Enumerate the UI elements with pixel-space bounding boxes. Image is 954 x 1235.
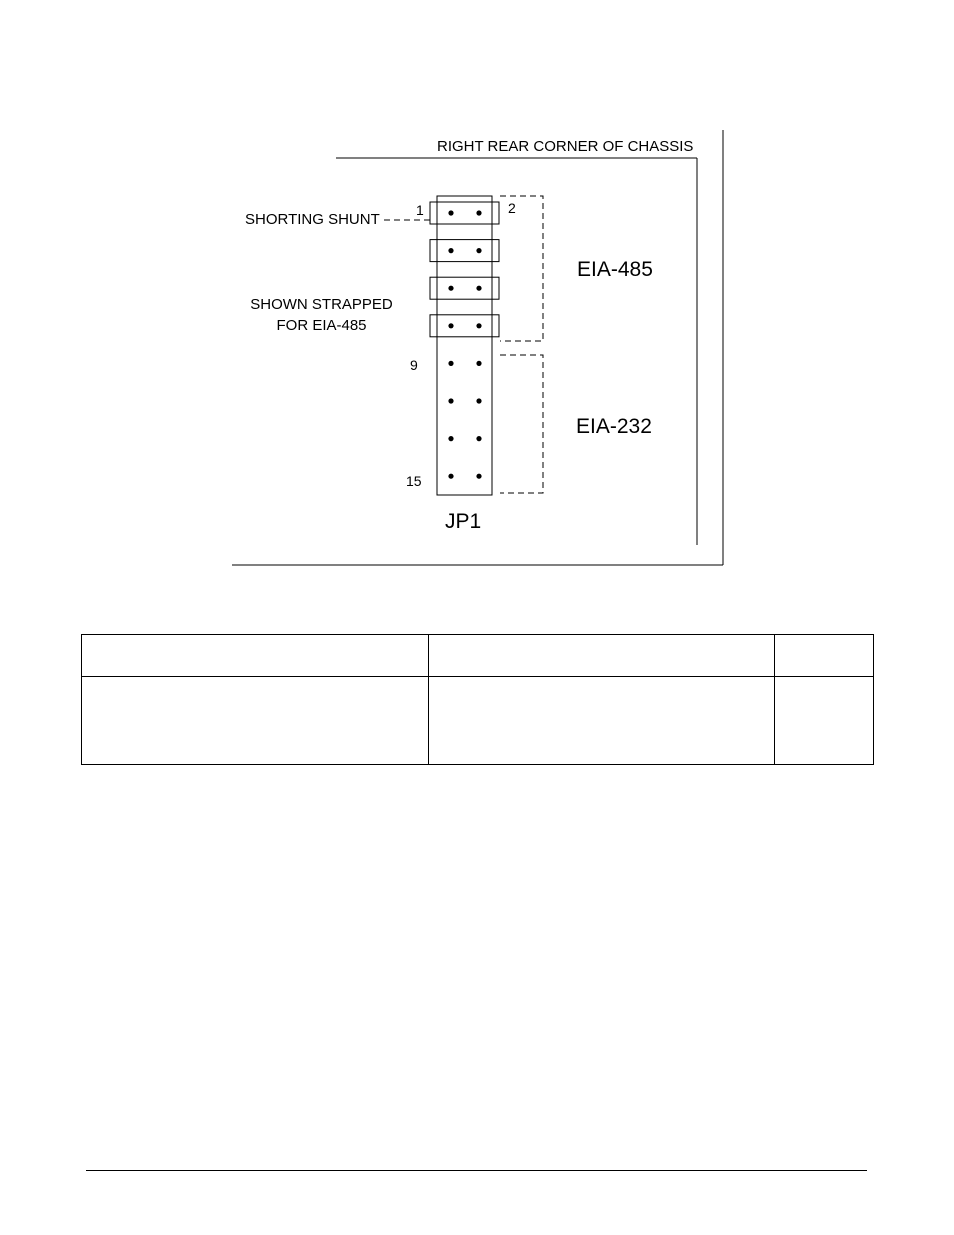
jumper-pin — [448, 323, 453, 328]
shorting-shunt — [430, 315, 499, 337]
jp1-connector-body — [437, 196, 492, 495]
jumper-pin — [448, 361, 453, 366]
eia-485-bracket — [500, 196, 543, 341]
table-header-row — [82, 635, 874, 677]
table-cell — [429, 677, 775, 765]
jumper-pin — [448, 210, 453, 215]
jumper-pin — [476, 436, 481, 441]
table-header-cell — [429, 635, 775, 677]
jumper-pin — [448, 398, 453, 403]
eia-232-label: EIA-232 — [576, 415, 652, 438]
jumper-pin — [476, 286, 481, 291]
footer-rule — [86, 1170, 867, 1171]
jumper-pin — [448, 286, 453, 291]
table-header-cell — [775, 635, 874, 677]
pin-15-label: 15 — [406, 473, 422, 489]
shorting-shunt — [430, 277, 499, 299]
shunt-label: SHORTING SHUNT — [245, 211, 380, 228]
pin-2-label: 2 — [508, 200, 516, 216]
strap-label-line-2: FOR EIA-485 — [276, 317, 367, 334]
corner-label: RIGHT REAR CORNER OF CHASSIS — [437, 138, 694, 155]
table-row — [82, 677, 874, 765]
jumper-pin — [448, 474, 453, 479]
jumper-pin — [448, 436, 453, 441]
shorting-shunt — [430, 240, 499, 262]
jumper-pin — [476, 398, 481, 403]
info-table — [81, 634, 874, 765]
table-cell — [82, 677, 429, 765]
pin-9-label: 9 — [410, 357, 418, 373]
eia-485-label: EIA-485 — [577, 258, 653, 281]
table-cell — [775, 677, 874, 765]
strap-label-line-1: SHOWN STRAPPED — [250, 296, 393, 313]
jumper-pin — [476, 474, 481, 479]
jp1-label: JP1 — [445, 510, 482, 533]
shorting-shunt — [430, 202, 499, 224]
table-header-cell — [82, 635, 429, 677]
jumper-pin — [476, 361, 481, 366]
pin-1-label: 1 — [416, 202, 424, 218]
jumper-pin — [476, 210, 481, 215]
eia-232-bracket — [500, 355, 543, 493]
jumper-pin — [476, 323, 481, 328]
jumper-pin — [448, 248, 453, 253]
jumper-pin — [476, 248, 481, 253]
